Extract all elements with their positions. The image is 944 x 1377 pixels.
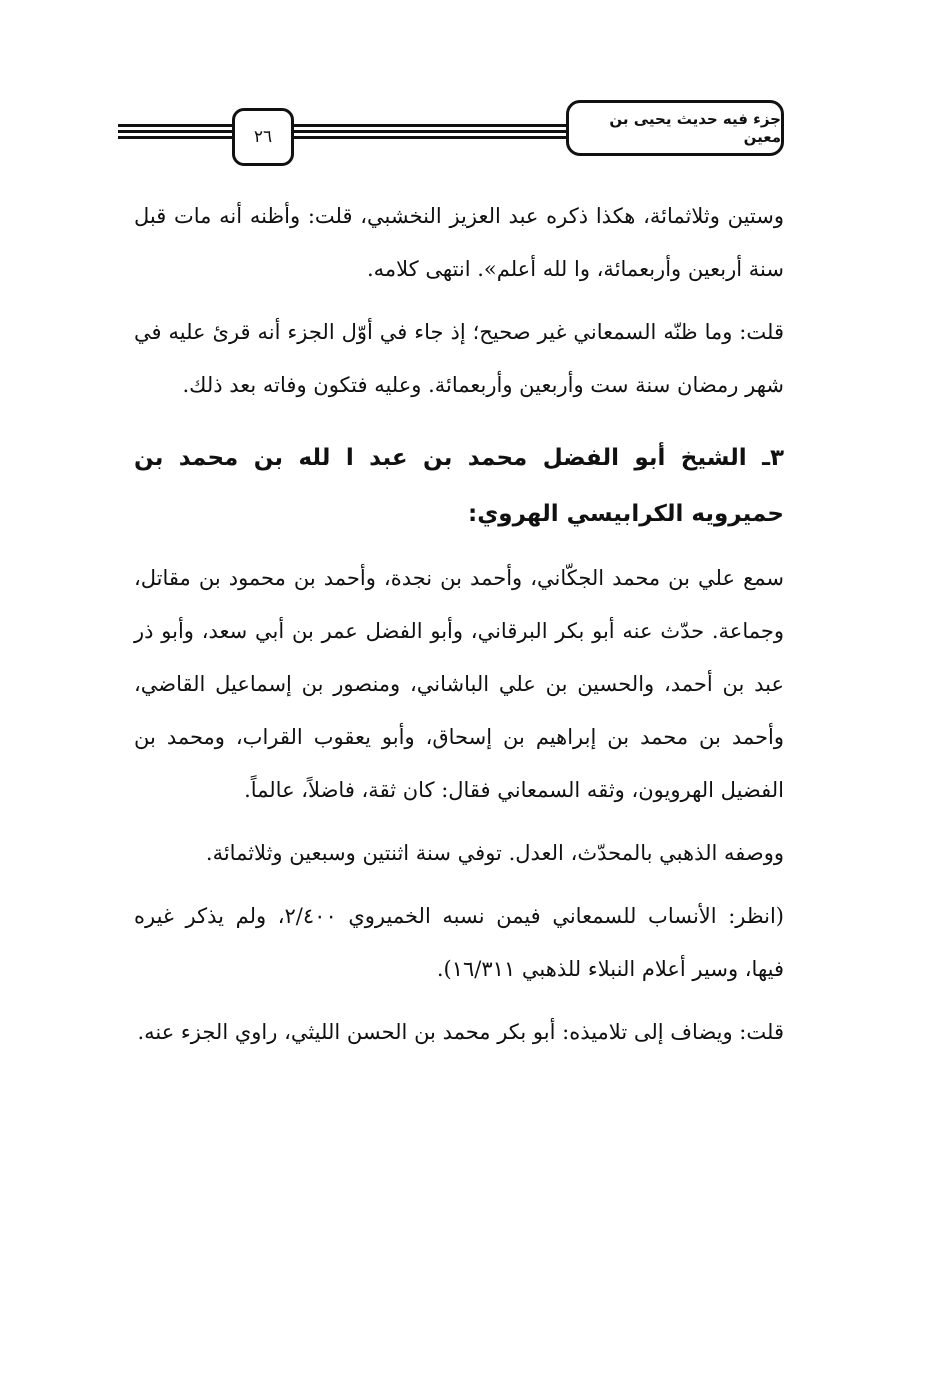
paragraph: وستين وثلاثمائة، هكذا ذكره عبد العزيز النخشبي، قلت: وأظنه أنه مات قبل سنة أربعين وأربعمائة، وا لله أعلم». انتهى كلامه. (134, 204, 784, 281)
page-body (134, 190, 784, 1059)
paragraph: سمع علي بن محمد الجكّاني، وأحمد بن نجدة، وأحمد بن محمود بن مقاتل، وجماعة. حدّث عنه أبو بكر البرقاني، وأبو الفضل عمر بن أبي سعد، وأبو ذر عبد بن أحمد، والحسين بن علي الباشاني، ومنصور بن إسماعيل القاضي، وأحمد بن محمد بن إبراهيم بن إسحاق، وأبو يعقوب القراب، ومحمد بن الفضيل الهرويون، وثقه السمعاني فقال: كان ثقة، فاضلاً، عالماً. (134, 566, 784, 802)
paragraph: قلت: وما ظنّه السمعاني غير صحيح؛ إذ جاء في أوّل الجزء أنه قرئ عليه في شهر رمضان سنة ست وأربعين وأربعمائة. وعليه فتكون وفاته بعد ذلك. (134, 320, 784, 397)
paragraph: ووصفه الذهبي بالمحدّث، العدل. توفي سنة اثنتين وسبعين وثلاثمائة. (205, 841, 784, 865)
paragraph: (انظر: الأنساب للسمعاني فيمن نسبه الخميروي ٢/٤٠٠، ولم يذكر غيره فيها، وسير أعلام النبلاء للذهبي ١٦/٣١١). (134, 904, 784, 981)
paragraph: قلت: ويضاف إلى تلاميذه: أبو بكر محمد بن الحسن الليثي، راوي الجزء عنه. (137, 1020, 784, 1044)
section-heading: ٣ـ الشيخ أبو الفضل محمد بن عبد ا لله بن محمد بن حميرويه الكرابيسي الهروي: (134, 445, 784, 527)
page-number: ٢٦ (232, 108, 294, 166)
running-title: جزء فيه حديث يحيى بن معين (566, 100, 784, 156)
page-header (118, 98, 784, 164)
